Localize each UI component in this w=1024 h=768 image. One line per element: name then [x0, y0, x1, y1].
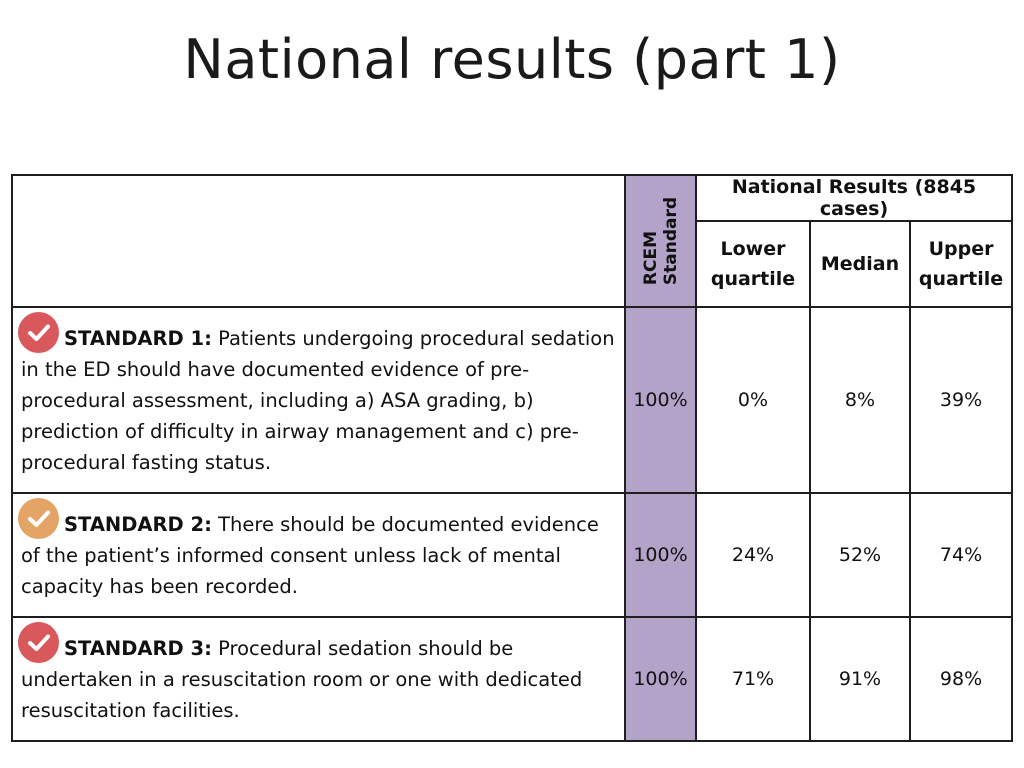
standard-text: Procedural sedation should be undertaken in a resuscitation room or one with dedicated resuscitation facilities.	[21, 636, 583, 722]
median-header: Median	[810, 221, 910, 307]
median-value: 91%	[810, 617, 910, 741]
standard-cell	[12, 307, 625, 493]
lower-quartile-header: Lower quartile	[696, 221, 810, 307]
table-row	[12, 493, 1012, 617]
rcem-header-line1: RCEM	[640, 230, 661, 286]
table-row	[12, 617, 1012, 741]
check-icon	[18, 498, 59, 539]
rcem-header-line2: Standard	[660, 196, 681, 286]
check-icon	[18, 622, 59, 663]
page-title: National results (part 1)	[183, 28, 841, 91]
rcem-value: 100%	[625, 617, 696, 741]
rcem-value: 100%	[625, 493, 696, 617]
lower-quartile-value: 71%	[696, 617, 810, 741]
standard-label: STANDARD 1:	[64, 326, 212, 350]
median-value: 52%	[810, 493, 910, 617]
check-icon	[18, 312, 59, 353]
standard-cell	[12, 493, 625, 617]
lower-quartile-value: 24%	[696, 493, 810, 617]
upper-quartile-value: 39%	[910, 307, 1012, 493]
standard-text: Patients undergoing procedural sedation in the ED should have documented evidence of pre-procedural assessment, including a) ASA grading, b) prediction of difficulty in airway management and c) pre-procedural fasting status.	[21, 326, 615, 474]
median-value: 8%	[810, 307, 910, 493]
header-blank-cell	[12, 175, 625, 307]
standard-label: STANDARD 3:	[64, 636, 212, 660]
table-row	[12, 307, 1012, 493]
lower-quartile-value: 0%	[696, 307, 810, 493]
rcem-value: 100%	[625, 307, 696, 493]
standard-cell	[12, 617, 625, 741]
upper-quartile-value: 74%	[910, 493, 1012, 617]
results-table	[11, 174, 1013, 742]
upper-quartile-header: Upper quartile	[910, 221, 1012, 307]
national-results-header: National Results (8845 cases)	[696, 175, 1012, 221]
rcem-standard-header	[625, 175, 696, 307]
upper-quartile-value: 98%	[910, 617, 1012, 741]
standard-text: There should be documented evidence of the patient’s informed consent unless lack of mental capacity has been recorded.	[21, 512, 599, 598]
standard-label: STANDARD 2:	[64, 512, 212, 536]
